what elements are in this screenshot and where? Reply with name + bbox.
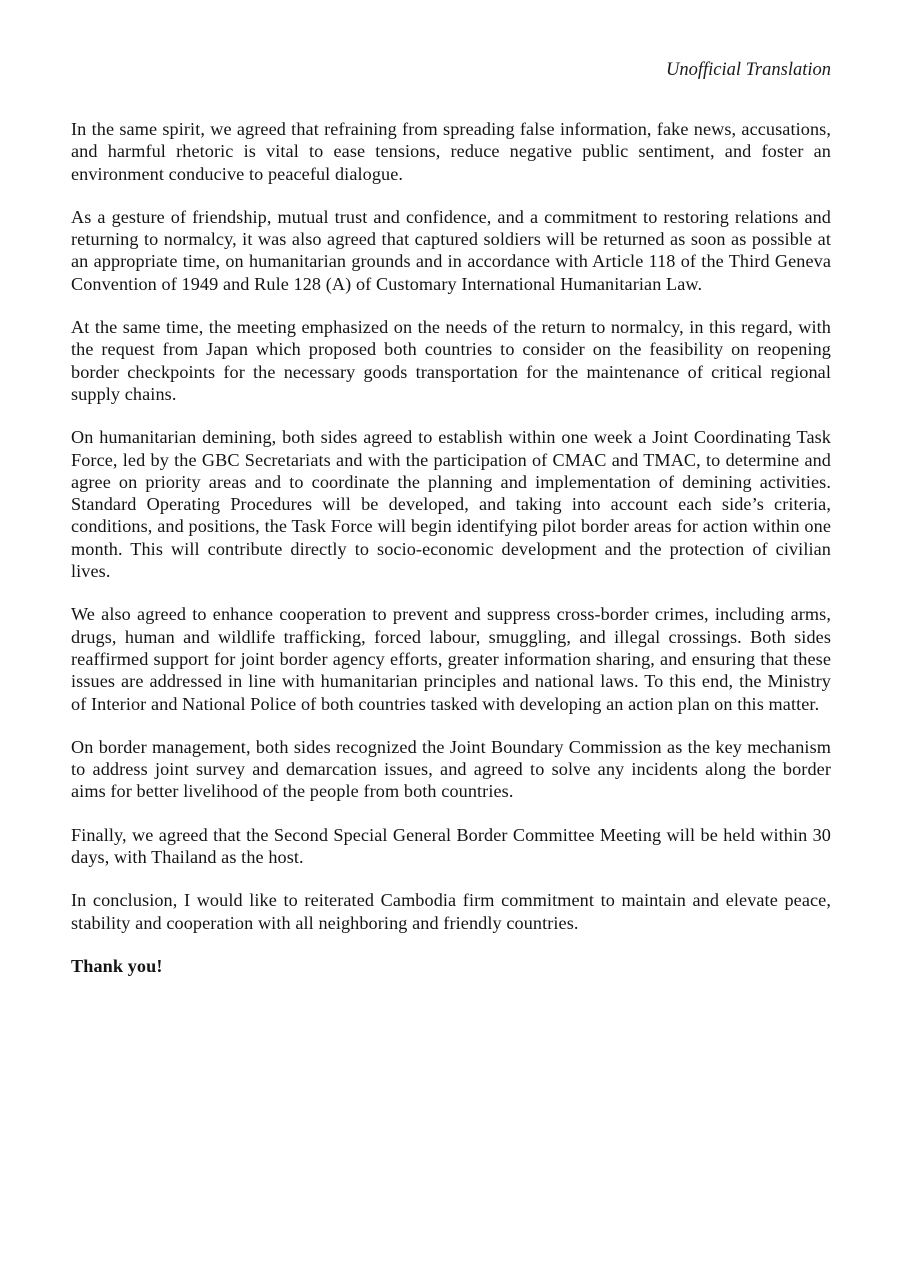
paragraph-gesture-of-friendship: As a gesture of friendship, mutual trust and confidence, and a commitment to restoring relations and returning to normalcy, it was also agreed that captured soldiers will be returned as soon as possible at an appropriate time, on humanitarian grounds and in accordance with Article 118 of the Third Geneva Convention of 1949 and Rule 128 (A) of Customary International Humanitarian Law. (71, 206, 831, 294)
unofficial-translation-header: Unofficial Translation (666, 60, 831, 80)
paragraph-border-management: On border management, both sides recognized the Joint Boundary Commission as the key mechanism to address joint survey and demarcation issues, and agreed to solve any incidents along the border aims for better livelihood of the people from both countries. (71, 736, 831, 802)
thank-you-closing: Thank you! (71, 955, 163, 976)
paragraph-cross-border-crimes: We also agreed to enhance cooperation to prevent and suppress cross-border crimes, including arms, drugs, human and wildlife trafficking, forced labour, smuggling, and illegal crossings. Both sides reaffirmed support for joint border agency efforts, greater information sharing, and ensuring that these issues are addressed in line with humanitarian principles and national laws. To this end, the Ministry of Interior and National Police of both countries tasked with developing an action plan on this matter. (71, 604, 831, 714)
paragraph-humanitarian-demining: On humanitarian demining, both sides agreed to establish within one week a Joint Coordinating Task Force, led by the GBC Secretariats and with the participation of CMAC and TMAC, to determine and agree on priority areas and to coordinate the planning and implementation of demining activities. Standard Operating Procedures will be developed, and taking into account each side’s criteria, conditions, and positions, the Task Force will begin identifying pilot border areas for action within one month. This will contribute directly to socio-economic development and the protection of civilian lives. (71, 427, 831, 582)
paragraph-return-to-normalcy: At the same time, the meeting emphasized on the needs of the return to normalcy, in this regard, with the request from Japan which proposed both countries to consider on the feasibility on reopening border checkpoints for the necessary goods transportation for the maintenance of critical regional supply chains. (71, 317, 831, 404)
document-body (71, 118, 831, 977)
paragraph-conclusion: In conclusion, I would like to reiterated Cambodia firm commitment to maintain and elevate peace, stability and cooperation with all neighboring and friendly countries. (71, 890, 831, 933)
paragraph-second-meeting: Finally, we agreed that the Second Special General Border Committee Meeting will be held within 30 days, with Thailand as the host. (71, 824, 831, 868)
paragraph-same-spirit: In the same spirit, we agreed that refraining from spreading false information, fake news, accusations, and harmful rhetoric is vital to ease tensions, reduce negative public sentiment, and foster an environment conducive to peaceful dialogue. (71, 119, 831, 184)
